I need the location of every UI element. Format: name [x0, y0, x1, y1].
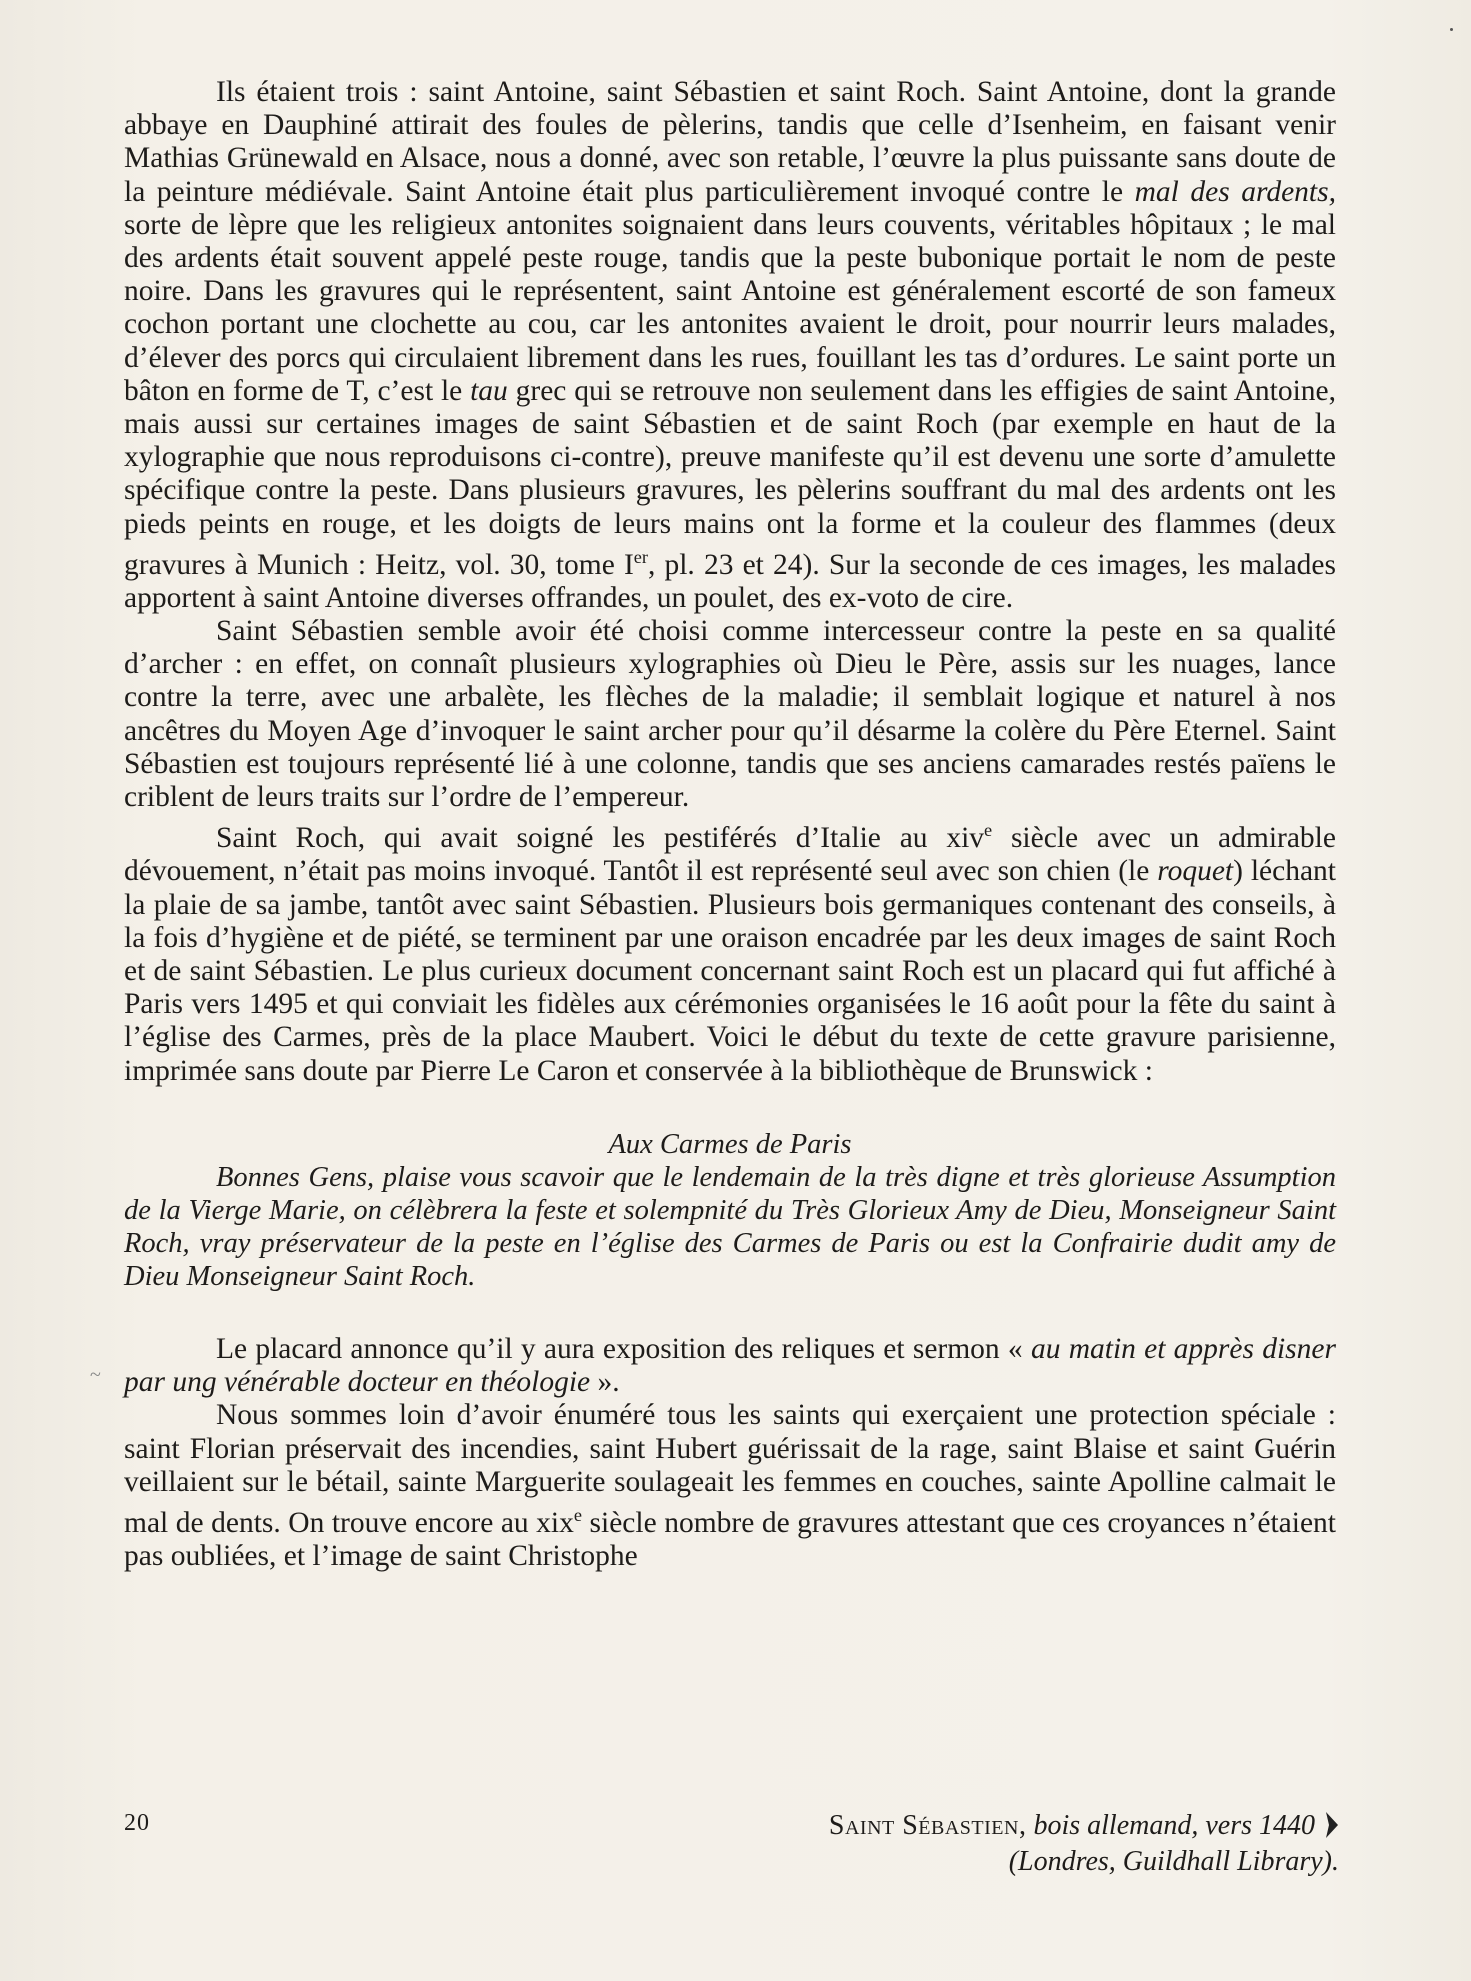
spacer [124, 1293, 1336, 1333]
superscript: er [633, 546, 648, 567]
text-run: , pl. 23 et 24). Sur la seconde de ces images, les malades apportent à saint Antoine diverses offrandes, un poulet, des ex-voto de cire. [124, 548, 1336, 614]
text-run: grec qui se retrouve non seulement dans les effigies de saint Antoine, mais aussi sur certaines images de saint Sébastien et de saint Roch (par exemple en haut de la xylographie que nous reproduisons ci-contre), preuve manifeste qu’il est devenu une sorte d’amulette spécifique contre la peste. Dans plusieurs gravures, les pèlerins souffrant du mal des ardents ont les pieds peints en rouge, et les doigts de leurs mains ont la forme et la couleur des flammes (deux gravures à Munich : Heitz, vol. 30, tome I [124, 374, 1337, 581]
paragraph-saint-sebastien: Saint Sébastien semble avoir été choisi comme intercesseur contre la peste en sa qualité d’archer : en effet, on connaît plusieurs xylographies où Dieu le Père, assis sur les nuages, lance contre la terre, avec une arbalète, les flèches de la maladie; il semblait logique et naturel à nos ancêtres du Moyen Age d’invoquer le saint archer pour qu’il désarme la colère du Père Eternel. Saint Sébastien est toujours représenté lié à une colonne, tandis que ses anciens camarades restés païens le criblent de leurs traits sur l’ordre de l’empereur. [124, 615, 1336, 814]
pointing-right-arrow-icon [1325, 1810, 1339, 1840]
text-run: Le placard annonce qu’il y aura exposition des reliques et sermon « [216, 1332, 1031, 1365]
margin-mark: ~ [90, 1364, 101, 1386]
figure-caption [619, 1808, 1339, 1880]
text-run: Nous sommes loin d’avoir énuméré tous les saints qui exerçaient une protection spéciale : saint Florian préservait des incendies, saint Hubert guérissait de la rage, saint Blaise et saint Guérin veillaient sur le bétail, sainte Marguerite soulageait les femmes en couches, sainte Apolline calmait le mal de dents. On trouve encore au xix [124, 1399, 1336, 1539]
paragraph-saint-roch [124, 814, 1336, 1087]
text-run: ». [590, 1366, 620, 1399]
superscript: e [573, 1504, 583, 1525]
caption-line-1 [619, 1808, 1339, 1844]
superscript: e [984, 820, 993, 841]
text-run: sorte de lèpre que les religieux antonites soignaient dans leurs couvents, véritables hôpitaux ; le mal des ardents était souvent appelé peste rouge, tandis que la peste bubonique portait le nom de peste noire. Dans les gravures qui le représentent, saint Antoine est généralement escorté de son fameux cochon portant une clochette au cou, car les antonites avaient le droit, pour nourrir leurs malades, d’élever des porcs qui circulaient librement dans les rues, fouillant les tas d’ordures. Le saint porte un bâton en forme de T, c’est le [124, 208, 1336, 407]
paragraph-placard [124, 1333, 1336, 1399]
ink-speck [1450, 28, 1453, 31]
text-run: Ils étaient trois : saint Antoine, saint Sébastien et saint Roch. Saint Antoine, dont la grande abbaye en Dauphiné attirait des foules de pèlerins, tandis que celle d’Isenheim, en faisant venir Mathias Grünewald en Alsace, nous a donné, avec son retable, l’œuvre la plus puissante sans doute de la peinture médiévale. Saint Antoine était plus particulièrement invoqué contre le [124, 76, 1336, 208]
paragraph-saint-antoine [124, 76, 1336, 615]
text-run: Saint Roch, qui avait soigné les pestiférés d’Italie au xiv [216, 822, 985, 855]
paragraph-other-saints [124, 1399, 1336, 1573]
italic-run: mal des ardents, [1134, 175, 1336, 208]
caption-title: Saint Sébastien, [828, 1810, 1027, 1841]
caption-line-2 [619, 1844, 1339, 1880]
page-number: 20 [124, 1810, 150, 1836]
italic-run: roquet [1157, 855, 1234, 888]
quote-body: Bonnes Gens, plaise vous scavoir que le lendemain de la très digne et très glorieuse Assumption de la Vierge Marie, on célèbrera la feste et solempnité du Très Glorieux Amy de Dieu, Monseigneur Saint Roch, vray préservateur de la peste en l’église des Carmes de Paris ou est la Confrairie dudit amy de Dieu Monseigneur Saint Roch. [124, 1161, 1336, 1292]
italic-run: au matin et apprès disner par ung vénérable docteur en théologie [124, 1332, 1336, 1399]
text-run: siècle avec un admirable dévouement, n’était pas moins invoqué. Tantôt il est représenté seul avec son chien (le [124, 822, 1336, 888]
quote-title: Aux Carmes de Paris [608, 1128, 852, 1160]
caption-location: (Londres, Guildhall Library). [1008, 1846, 1339, 1877]
italic-run: tau [470, 374, 508, 407]
caption-description: bois allemand, vers 1440 [1033, 1810, 1315, 1841]
main-text [124, 76, 1336, 1573]
text-run: siècle nombre de gravures attestant que ces croyances n’étaient pas oubliées, et l’image de saint Christophe [124, 1506, 1336, 1572]
text-run: ) léchant la plaie de sa jambe, tantôt avec saint Sébastien. Plusieurs bois germaniques contenant des conseils, à la fois d’hygiène et de piété, se terminent par une oraison encadrée par les deux images de saint Roch et de saint Sébastien. Le plus curieux document concernant saint Roch est un placard qui fut affiché à Paris vers 1495 et qui conviait les fidèles aux cérémonies organisées le 16 août pour la fête du saint à l’église des Carmes, près de la place Maubert. Voici le début du texte de cette gravure parisienne, imprimée sans doute par Pierre Le Caron et conservée à la bibliothèque de Brunswick : [124, 855, 1337, 1087]
